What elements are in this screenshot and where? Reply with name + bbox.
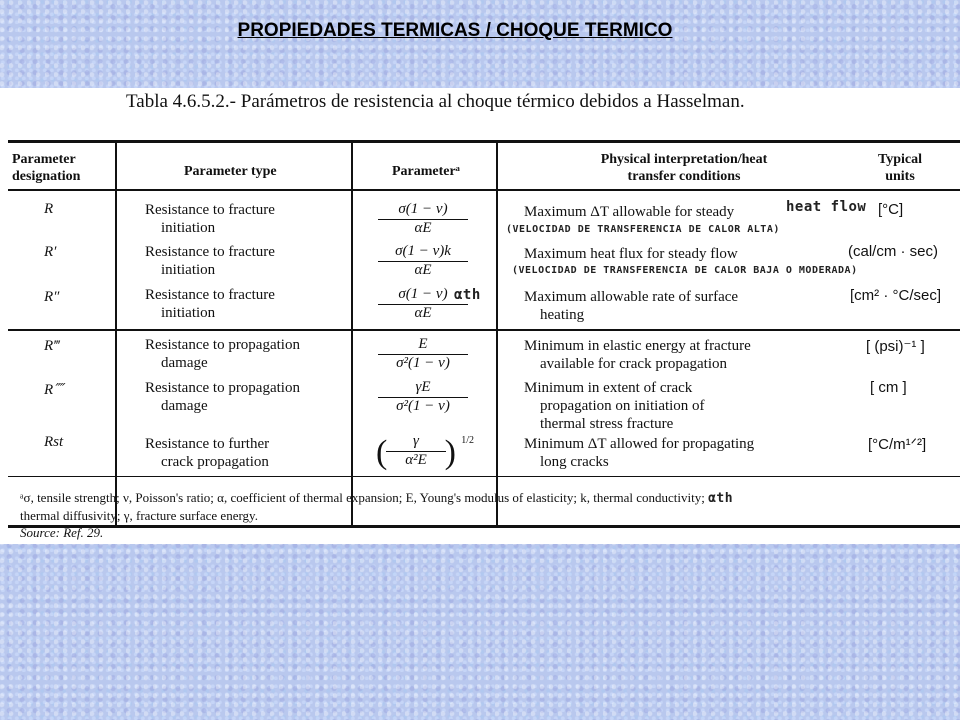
handwritten-note: (VELOCIDAD DE TRANSFERENCIA DE CALOR BAJA O MODERADA) xyxy=(512,265,858,276)
row-formula: $\frac{\sigma(1 - \nu)}{\alpha E}$ xyxy=(378,201,468,237)
row-unit: [ (psi)⁻¹ ] xyxy=(866,338,925,355)
row-unit: [cm² · °C/sec] xyxy=(850,287,941,304)
row-symbol: R″ xyxy=(44,289,60,305)
header-designation: Parameter designation xyxy=(12,152,81,184)
handwritten-note: αth xyxy=(708,491,734,506)
row-formula: $\frac{E}{\text{σ²(1 − ν)}}$ xyxy=(378,336,468,372)
row-formula: ( γ α²E ) 1/2 xyxy=(376,433,474,471)
row-symbol: Rst xyxy=(44,434,64,450)
table-source: Source: Ref. 29. xyxy=(20,525,104,540)
row-type: Resistance to further crack propagation xyxy=(145,436,270,470)
row-interpretation: Maximum ΔT allowable for steady xyxy=(524,204,735,220)
header-interpretation: Physical interpretation/heat transfer conditions xyxy=(600,152,768,184)
row-type: Resistance to fracture initiation xyxy=(145,244,275,278)
header-type: Parameter type xyxy=(184,164,277,179)
row-interpretation: Minimum in elastic energy at fracture available for crack propagation xyxy=(524,338,751,372)
row-unit: [°C/m¹ᐟ²] xyxy=(868,436,927,453)
row-interpretation: Maximum heat flux for steady flow xyxy=(524,246,738,262)
row-type: Resistance to propagation damage xyxy=(145,380,300,414)
handwritten-note: αth xyxy=(454,287,481,303)
row-formula: $\frac{\sigma(1 - \nu)k}{\alpha E}$ xyxy=(378,243,468,279)
table-footnote: thermal diffusivity; γ, fracture surface energy. xyxy=(20,508,258,523)
table-caption: Tabla 4.6.5.2.- Parámetros de resistencia al choque térmico debidos a Hasselman. xyxy=(126,91,745,112)
scanned-table-image xyxy=(0,88,960,544)
row-unit: [ cm ] xyxy=(870,379,907,396)
handwritten-note: (VELOCIDAD DE TRANSFERENCIA DE CALOR ALTA) xyxy=(506,224,780,235)
row-symbol: R′ xyxy=(44,244,57,260)
handwritten-note: heat flow xyxy=(786,199,867,215)
row-type: Resistance to propagation damage xyxy=(145,337,300,371)
slide-title: PROPIEDADES TERMICAS / CHOQUE TERMICO xyxy=(237,20,673,41)
row-formula: $\frac{\gamma E}{\text{σ²(1 − ν)}}$ xyxy=(378,379,468,415)
row-unit: [°C] xyxy=(878,201,904,218)
header-units: Typical units xyxy=(877,152,923,184)
table-footnote: ᵃσ, tensile strength; ν, Poisson's ratio; α, coefficient of thermal expansion; E, Young's modulus of elasticity; k, thermal conductivity; αth xyxy=(20,490,734,506)
row-unit: (cal/cm · sec) xyxy=(848,243,938,260)
resistance-table xyxy=(8,140,960,528)
row-interpretation: Minimum ΔT allowed for propagating long cracks xyxy=(524,436,755,470)
row-interpretation: Minimum in extent of crack propagation on initiation of thermal stress fracture xyxy=(524,380,705,432)
row-type: Resistance to fracture initiation xyxy=(145,202,275,236)
row-type: Resistance to fracture initiation xyxy=(145,287,275,321)
row-symbol: R‴ xyxy=(44,338,60,354)
row-symbol: R xyxy=(44,201,54,217)
row-symbol: R⁗ xyxy=(44,382,64,398)
row-formula: $\frac{\sigma(1 - \nu)}{\alpha E}$ xyxy=(378,286,468,322)
header-parameter: Parameterᵃ xyxy=(392,164,460,179)
row-interpretation: Maximum allowable rate of surface heating xyxy=(524,289,739,323)
